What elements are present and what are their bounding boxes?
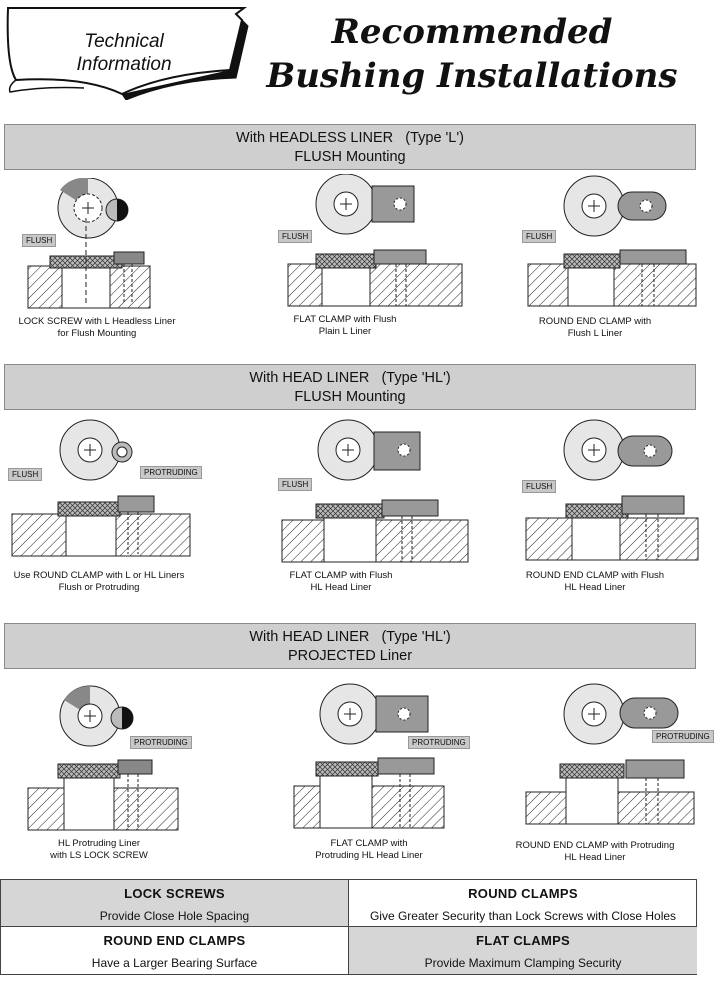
banner-line-2: Information [76,54,172,75]
caption-r2c2 [226,570,456,594]
summary-description: Give Greater Security than Lock Screws with Close Holes [369,909,677,923]
section-mounting: FLUSH Mounting [294,149,406,165]
section-liner: With HEAD LINER [249,370,370,386]
summary-description: Provide Maximum Clamping Security [424,956,622,970]
title-line-1: Recommended [331,12,613,52]
section-mounting: PROJECTED Liner [287,648,413,664]
flush-tag: FLUSH [522,480,556,493]
round-end-clamp-drawing [522,174,712,314]
caption-line-1: FLAT CLAMP with Flush [289,570,393,581]
caption-r1c2 [230,314,460,338]
caption-r2c1 [0,570,214,594]
protruding-tag: PROTRUDING [652,730,714,743]
diagram-lock-screw-headless [20,178,250,368]
caption-r3c1 [0,838,214,862]
section-liner: With HEAD LINER [249,629,370,645]
technical-information-banner [4,4,250,100]
flat-clamp-drawing [278,416,508,566]
flush-tag: FLUSH [22,234,56,247]
banner-line-1: Technical [84,31,164,52]
summary-heading: LOCK SCREWS [124,886,225,901]
caption-line-2: Flush L Liner [567,328,623,339]
flush-tag: FLUSH [522,230,556,243]
caption-line-2: with LS LOCK SCREW [50,850,148,861]
section-header-headless-flush [4,124,696,170]
summary-heading: FLAT CLAMPS [475,933,571,948]
caption-r3c2 [254,838,484,862]
diagram-round-end-clamp-flush [522,174,718,364]
round-end-clamp-drawing [522,682,712,832]
section-type: (Type 'HL') [381,629,451,645]
caption-line-2: Plain L Liner [318,326,372,337]
section-liner: With HEADLESS LINER [236,130,394,146]
section-header-head-flush [4,364,696,410]
title-line-2: Bushing Installations [266,56,678,96]
caption-r1c1 [0,316,212,340]
caption-line-1: ROUND END CLAMP with Protruding [515,840,675,851]
summary-heading: ROUND END CLAMPS [103,933,246,948]
page-title [262,10,682,98]
diagram-flat-clamp-flush-plain [282,174,512,364]
caption-line-1: ROUND END CLAMP with Flush [525,570,665,581]
diagram-round-clamp-l-or-hl [10,418,240,608]
protruding-tag: PROTRUDING [408,736,470,749]
caption-line-2: HL Head Liner [310,582,372,593]
caption-line-1: HL Protruding Liner [57,838,141,849]
summary-table [0,879,697,975]
caption-line-1: FLAT CLAMP with Flush [293,314,397,325]
flat-clamp-drawing [290,682,520,832]
summary-description: Provide Close Hole Spacing [99,909,250,923]
caption-line-2: for Flush Mounting [57,328,137,339]
caption-line-2: HL Head Liner [564,582,626,593]
caption-line-1: FLAT CLAMP with [330,838,408,849]
diagram-flat-clamp-flush-hl [278,416,508,606]
protruding-tag: PROTRUDING [130,736,192,749]
summary-cell-round-end-clamps [1,927,349,974]
section-header-head-projected [4,623,696,669]
flush-tag: FLUSH [8,468,42,481]
flush-tag: FLUSH [278,230,312,243]
lock-screw-drawing [20,178,250,318]
section-type: (Type 'HL') [381,370,451,386]
section-type: (Type 'L') [405,130,464,146]
caption-line-2: Protruding HL Head Liner [315,850,423,861]
section-mounting: FLUSH Mounting [294,389,406,405]
caption-r2c3 [480,570,710,594]
diagram-round-end-clamp-protruding-hl [515,682,718,872]
summary-cell-flat-clamps [349,927,697,974]
lock-screw-drawing [24,684,254,834]
diagram-lock-screw-protruding [24,684,254,874]
summary-heading: ROUND CLAMPS [468,886,578,901]
caption-line-2: Flush or Protruding [58,582,140,593]
summary-description: Have a Larger Bearing Surface [91,956,258,970]
caption-line-2: HL Head Liner [564,852,626,863]
diagram-round-end-clamp-flush-hl [522,416,718,606]
protruding-tag: PROTRUDING [140,466,202,479]
summary-cell-lock-screws [1,880,349,927]
caption-line-1: Use ROUND CLAMP with L or HL Liners [13,570,185,581]
caption-line-1: LOCK SCREW with L Headless Liner [18,316,176,327]
flush-tag: FLUSH [278,478,312,491]
flat-clamp-drawing [282,174,512,314]
summary-cell-round-clamps [349,880,697,927]
caption-line-1: ROUND END CLAMP with [538,316,652,327]
caption-r1c3 [480,316,710,340]
round-clamp-drawing [10,418,240,568]
caption-r3c3 [480,840,710,864]
